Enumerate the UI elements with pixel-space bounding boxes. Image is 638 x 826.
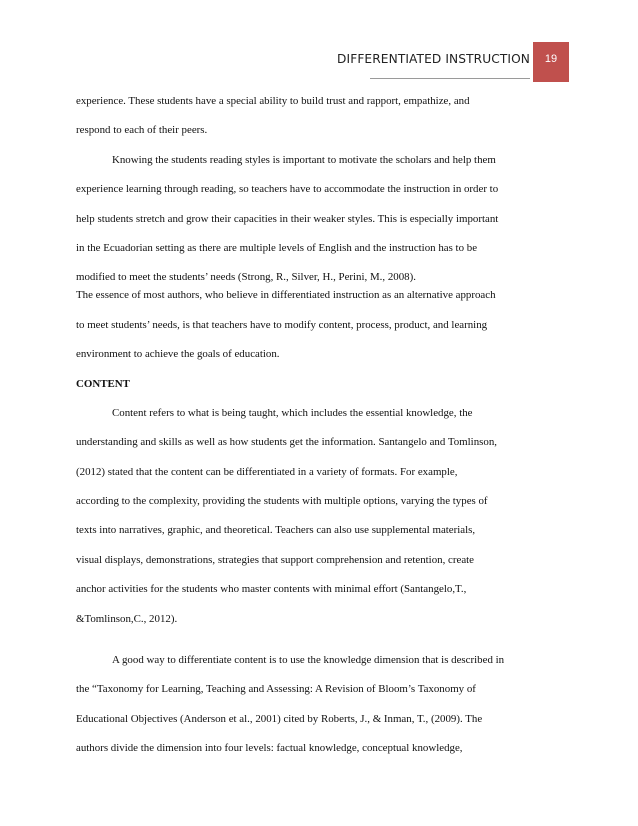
text-line: authors divide the dimension into four levels: factual knowledge, conceptual knowledge,	[76, 742, 463, 755]
text-line: texts into narratives, graphic, and theoretical. Teachers can also use supplemental materials,	[76, 524, 476, 537]
paragraph-first-line: The essence of most authors, who believe in differentiated instruction as an alternative approach	[76, 289, 496, 302]
body-text	[76, 92, 570, 769]
text-line: experience learning through reading, so teachers have to accommodate the instruction in order to	[76, 183, 499, 196]
page-number-badge: 19	[533, 42, 569, 82]
paragraph-first-line: Knowing the students reading styles is important to motivate the scholars and help them	[112, 153, 496, 166]
text-line: &Tomlinson,C., 2012).	[76, 612, 178, 625]
text-line: respond to each of their peers.	[76, 124, 208, 137]
text-line: modified to meet the students’ needs (Strong, R., Silver, H., Perini, M., 2008).	[76, 271, 416, 284]
text-line: help students stretch and grow their capacities in their weaker styles. This is especially important	[76, 212, 499, 225]
text-line: anchor activities for the students who master contents with minimal effort (Santangelo,T.,	[76, 583, 467, 596]
text-line: visual displays, demonstrations, strategies that support comprehension and retention, create	[76, 553, 475, 566]
paragraph-first-line: A good way to differentiate content is to use the knowledge dimension that is described in	[112, 654, 505, 667]
running-header	[60, 52, 530, 82]
text-line: environment to achieve the goals of education.	[76, 348, 280, 361]
text-line: in the Ecuadorian setting as there are multiple levels of English and the instruction has to be	[76, 241, 478, 254]
text-line: the “Taxonomy for Learning, Teaching and Assessing: A Revision of Bloom’s Taxonomy of	[76, 683, 476, 696]
text-line: Educational Objectives (Anderson et al., 2001) cited by Roberts, J., & Inman, T., (2009). The	[76, 712, 483, 725]
section-heading: CONTENT	[76, 377, 130, 390]
text-line: to meet students’ needs, is that teachers have to modify content, process, product, and learning	[76, 318, 488, 331]
text-line: understanding and skills as well as how students get the information. Santangelo and Tomlinson,	[76, 436, 497, 449]
text-line: (2012) stated that the content can be differentiated in a variety of formats. For example,	[76, 465, 458, 478]
paragraph-gap	[76, 639, 570, 651]
header-rule	[370, 78, 530, 79]
paragraph-first-line: Content refers to what is being taught, which includes the essential knowledge, the	[112, 406, 473, 419]
text-line: experience. These students have a special ability to build trust and rapport, empathize, and	[76, 95, 470, 107]
running-title: DIFFERENTIATED INSTRUCTION	[337, 52, 530, 66]
text-line: according to the complexity, providing the students with multiple options, varying the types of	[76, 495, 488, 508]
